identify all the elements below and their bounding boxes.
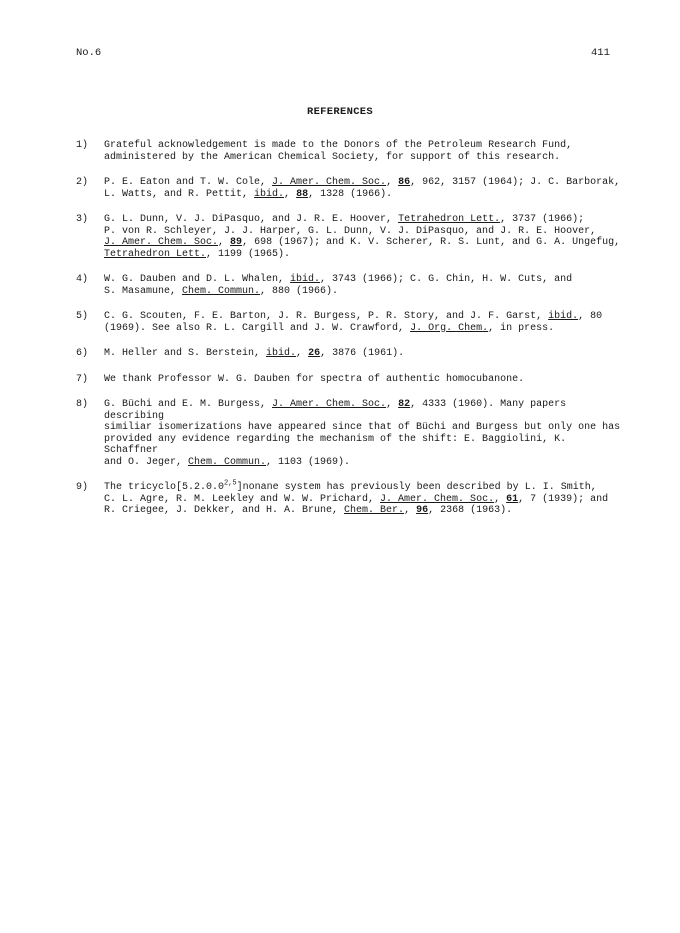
journal-name: ibid. — [254, 188, 285, 200]
reference-line: provided any evidence regarding the mechanism of the shift: E. Baggiolini, K. Schaffner — [104, 433, 567, 456]
reference-7 — [76, 374, 626, 386]
reference-line: S. Masamune, Chem. Commun., 880 (1966). — [104, 285, 339, 297]
reference-line: The tricyclo[5.2.0.0$^{2,5}$]nonane system has previously been described by L. I. Smith, — [104, 479, 597, 493]
reference-4 — [76, 274, 626, 297]
reference-line: C. G. Scouten, F. E. Barton, J. R. Burgess, P. R. Story, and J. F. Garst, ibid., 80 — [104, 311, 603, 322]
journal-name: J. Amer. Chem. Soc. — [272, 177, 387, 188]
volume-number: 86 — [398, 177, 411, 188]
journal-name: ibid. — [266, 348, 297, 359]
journal-name: Chem. Commun. — [182, 285, 261, 297]
journal-name: Chem. Commun. — [188, 456, 267, 468]
reference-line: P. von R. Schleyer, J. J. Harper, G. L. Dunn, V. J. DiPasquo, and J. R. E. Hoover, — [104, 225, 597, 237]
reference-number: 4) — [76, 274, 89, 285]
volume-number: 61 — [506, 493, 519, 505]
reference-line: R. Criegee, J. Dekker, and H. A. Brune, Chem. Ber., 96, 2368 (1963). — [104, 505, 513, 516]
reference-number: 2) — [76, 177, 89, 188]
reference-8 — [76, 399, 626, 468]
reference-line: W. G. Dauben and D. L. Whalen, ibid., 3743 (1966); C. G. Chin, H. W. Cuts, and — [104, 274, 573, 285]
journal-name: ibid. — [548, 311, 579, 322]
reference-9 — [76, 479, 626, 517]
reference-3 — [76, 214, 626, 260]
journal-name: Tetrahedron Lett. — [398, 214, 501, 225]
volume-number: 82 — [398, 399, 411, 410]
reference-line: similiar isomerizations have appeared since that of Büchi and Burgess but only one has — [104, 422, 621, 433]
superscript-locants: 2,5 — [224, 479, 237, 488]
reference-line: C. L. Agre, R. M. Leekley and W. W. Prichard, J. Amer. Chem. Soc., 61, 7 (1939); and — [104, 493, 609, 505]
reference-number: 7) — [76, 373, 89, 385]
reference-6 — [76, 348, 626, 360]
reference-line: P. E. Eaton and T. W. Cole, J. Amer. Chem. Soc., 86, 962, 3157 (1964); J. C. Barborak, — [104, 177, 621, 188]
volume-number: 88 — [296, 188, 309, 200]
reference-2 — [76, 177, 626, 200]
journal-name: J. Amer. Chem. Soc. — [272, 399, 387, 410]
reference-number: 5) — [76, 311, 89, 322]
reference-line: and O. Jeger, Chem. Commun., 1103 (1969). — [104, 456, 351, 468]
page-number: 411 — [591, 47, 610, 59]
volume-number: 96 — [416, 505, 429, 516]
journal-name: J. Org. Chem. — [410, 322, 489, 334]
volume-number: 89 — [230, 237, 243, 248]
reference-line: Tetrahedron Lett., 1199 (1965). — [104, 248, 291, 260]
references-heading: REFERENCES — [306, 106, 373, 118]
reference-line: J. Amer. Chem. Soc., 89, 698 (1967); and K. V. Scherer, R. S. Lunt, and G. A. Ungefug, — [104, 237, 621, 248]
journal-name: J. Amer. Chem. Soc. — [380, 493, 495, 505]
journal-name: Tetrahedron Lett. — [104, 248, 207, 260]
reference-number: 6) — [76, 348, 89, 359]
references-list — [76, 140, 626, 531]
reference-line: We thank Professor W. G. Dauben for spectra of authentic homocubanone. — [104, 373, 525, 385]
reference-5 — [76, 311, 626, 334]
reference-number: 8) — [76, 399, 89, 410]
reference-number: 1) — [76, 140, 89, 151]
journal-name: Chem. Ber. — [344, 505, 405, 516]
volume-number: 26 — [308, 348, 321, 359]
reference-line: G. L. Dunn, V. J. DiPasquo, and J. R. E. Hoover, Tetrahedron Lett., 3737 (1966); — [104, 214, 585, 225]
reference-line: administered by the American Chemical Society, for support of this research. — [104, 151, 561, 163]
reference-line: (1969). See also R. L. Cargill and J. W. Crawford, J. Org. Chem., in press. — [104, 322, 555, 334]
reference-line: L. Watts, and R. Pettit, ibid., 88, 1328 (1966). — [104, 188, 393, 200]
journal-issue-number: No.6 — [76, 47, 102, 59]
reference-number: 3) — [76, 214, 89, 225]
reference-1 — [76, 140, 626, 163]
journal-name: ibid. — [290, 274, 321, 285]
reference-line: M. Heller and S. Berstein, ibid., 26, 3876 (1961). — [104, 348, 405, 359]
reference-line: Grateful acknowledgement is made to the Donors of the Petroleum Research Fund, — [104, 140, 573, 151]
reference-line: G. Büchi and E. M. Burgess, J. Amer. Chem. Soc., 82, 4333 (1960). Many papers describing — [104, 399, 567, 422]
journal-name: J. Amer. Chem. Soc. — [104, 237, 219, 248]
reference-number: 9) — [76, 482, 89, 493]
